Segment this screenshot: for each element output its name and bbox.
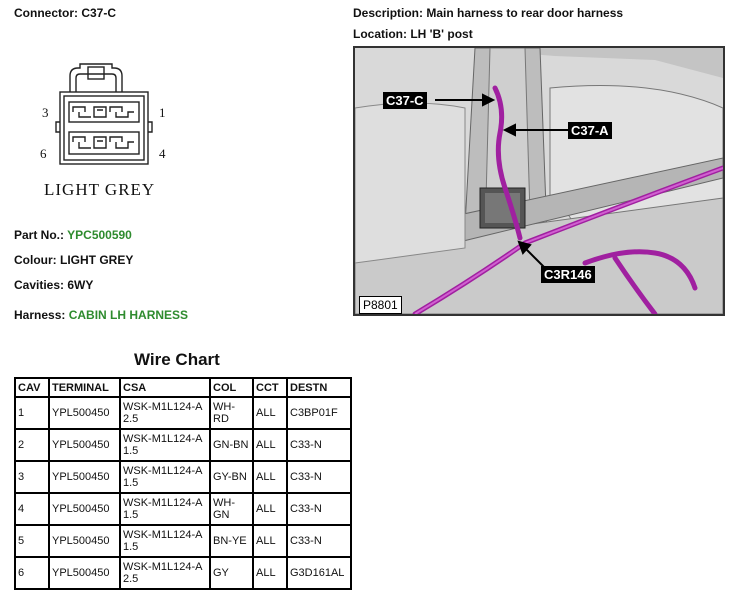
colour: Colour: LIGHT GREY <box>14 253 134 267</box>
callout-c37-c: C37-C <box>383 92 427 109</box>
column-header-terminal: TERMINAL <box>49 378 120 397</box>
cell-terminal: YPL500450 <box>49 493 120 525</box>
column-header-col: COL <box>210 378 253 397</box>
pin-label-1: 1 <box>159 105 166 120</box>
cell-cct: ALL <box>253 397 287 429</box>
harness <box>14 308 188 322</box>
part-no <box>14 228 132 242</box>
cell-terminal: YPL500450 <box>49 397 120 429</box>
description: Description: Main harness to rear door harness <box>353 6 624 20</box>
cell-cav: 4 <box>15 493 49 525</box>
callout-c37-a: C37-A <box>568 122 612 139</box>
cell-col: BN-YE <box>210 525 253 557</box>
cell-destn: G3D161AL <box>287 557 351 589</box>
cell-cct: ALL <box>253 493 287 525</box>
table-row <box>15 397 351 429</box>
cell-cct: ALL <box>253 461 287 493</box>
cell-csa: WSK-M1L124-A 1.5 <box>120 493 210 525</box>
column-header-csa: CSA <box>120 378 210 397</box>
cell-col: WH-RD <box>210 397 253 429</box>
wire-chart-title: Wire Chart <box>134 350 220 369</box>
table-row <box>15 557 351 589</box>
connector-face-diagram <box>50 62 160 182</box>
column-header-cct: CCT <box>253 378 287 397</box>
column-header-cav: CAV <box>15 378 49 397</box>
cell-csa: WSK-M1L124-A 1.5 <box>120 525 210 557</box>
pin-label-6: 6 <box>40 146 47 161</box>
table-row <box>15 493 351 525</box>
cell-destn: C3BP01F <box>287 397 351 429</box>
part-no-label: Part No.: <box>14 228 65 242</box>
cell-csa: WSK-M1L124-A 1.5 <box>120 429 210 461</box>
cell-col: GY-BN <box>210 461 253 493</box>
cell-cav: 5 <box>15 525 49 557</box>
cell-csa: WSK-M1L124-A 2.5 <box>120 397 210 429</box>
cell-destn: C33-N <box>287 493 351 525</box>
cell-col: GN-BN <box>210 429 253 461</box>
wire-chart-table <box>14 377 352 590</box>
cell-csa: WSK-M1L124-A 2.5 <box>120 557 210 589</box>
cell-terminal: YPL500450 <box>49 461 120 493</box>
vehicle-body-illustration <box>355 48 723 314</box>
connector-colour-caption: LIGHT GREY <box>44 180 156 199</box>
cell-destn: C33-N <box>287 525 351 557</box>
figure-reference: P8801 <box>359 296 402 314</box>
harness-label: Harness: <box>14 308 66 322</box>
pin-label-4: 4 <box>159 146 166 161</box>
cavities: Cavities: 6WY <box>14 278 94 292</box>
cell-terminal: YPL500450 <box>49 525 120 557</box>
connector-title: Connector: C37-C <box>14 6 117 20</box>
location: Location: LH 'B' post <box>353 27 473 41</box>
column-header-destn: DESTN <box>287 378 351 397</box>
table-row <box>15 429 351 461</box>
part-no-link[interactable]: YPC500590 <box>67 228 132 242</box>
callout-c3r146: C3R146 <box>541 266 595 283</box>
cell-terminal: YPL500450 <box>49 557 120 589</box>
cell-terminal: YPL500450 <box>49 429 120 461</box>
harness-link[interactable]: CABIN LH HARNESS <box>68 308 189 322</box>
connector-outline-icon <box>50 62 160 170</box>
cell-cav: 1 <box>15 397 49 429</box>
cell-cct: ALL <box>253 557 287 589</box>
table-row <box>15 525 351 557</box>
cell-cav: 6 <box>15 557 49 589</box>
table-header-row <box>15 378 351 397</box>
cell-cct: ALL <box>253 525 287 557</box>
location-illustration <box>353 46 725 316</box>
table-row <box>15 461 351 493</box>
cell-csa: WSK-M1L124-A 1.5 <box>120 461 210 493</box>
cell-cav: 2 <box>15 429 49 461</box>
cell-col: GY <box>210 557 253 589</box>
cell-destn: C33-N <box>287 461 351 493</box>
cell-cct: ALL <box>253 429 287 461</box>
pin-label-3: 3 <box>42 105 49 120</box>
cell-cav: 3 <box>15 461 49 493</box>
cell-col: WH-GN <box>210 493 253 525</box>
cell-destn: C33-N <box>287 429 351 461</box>
